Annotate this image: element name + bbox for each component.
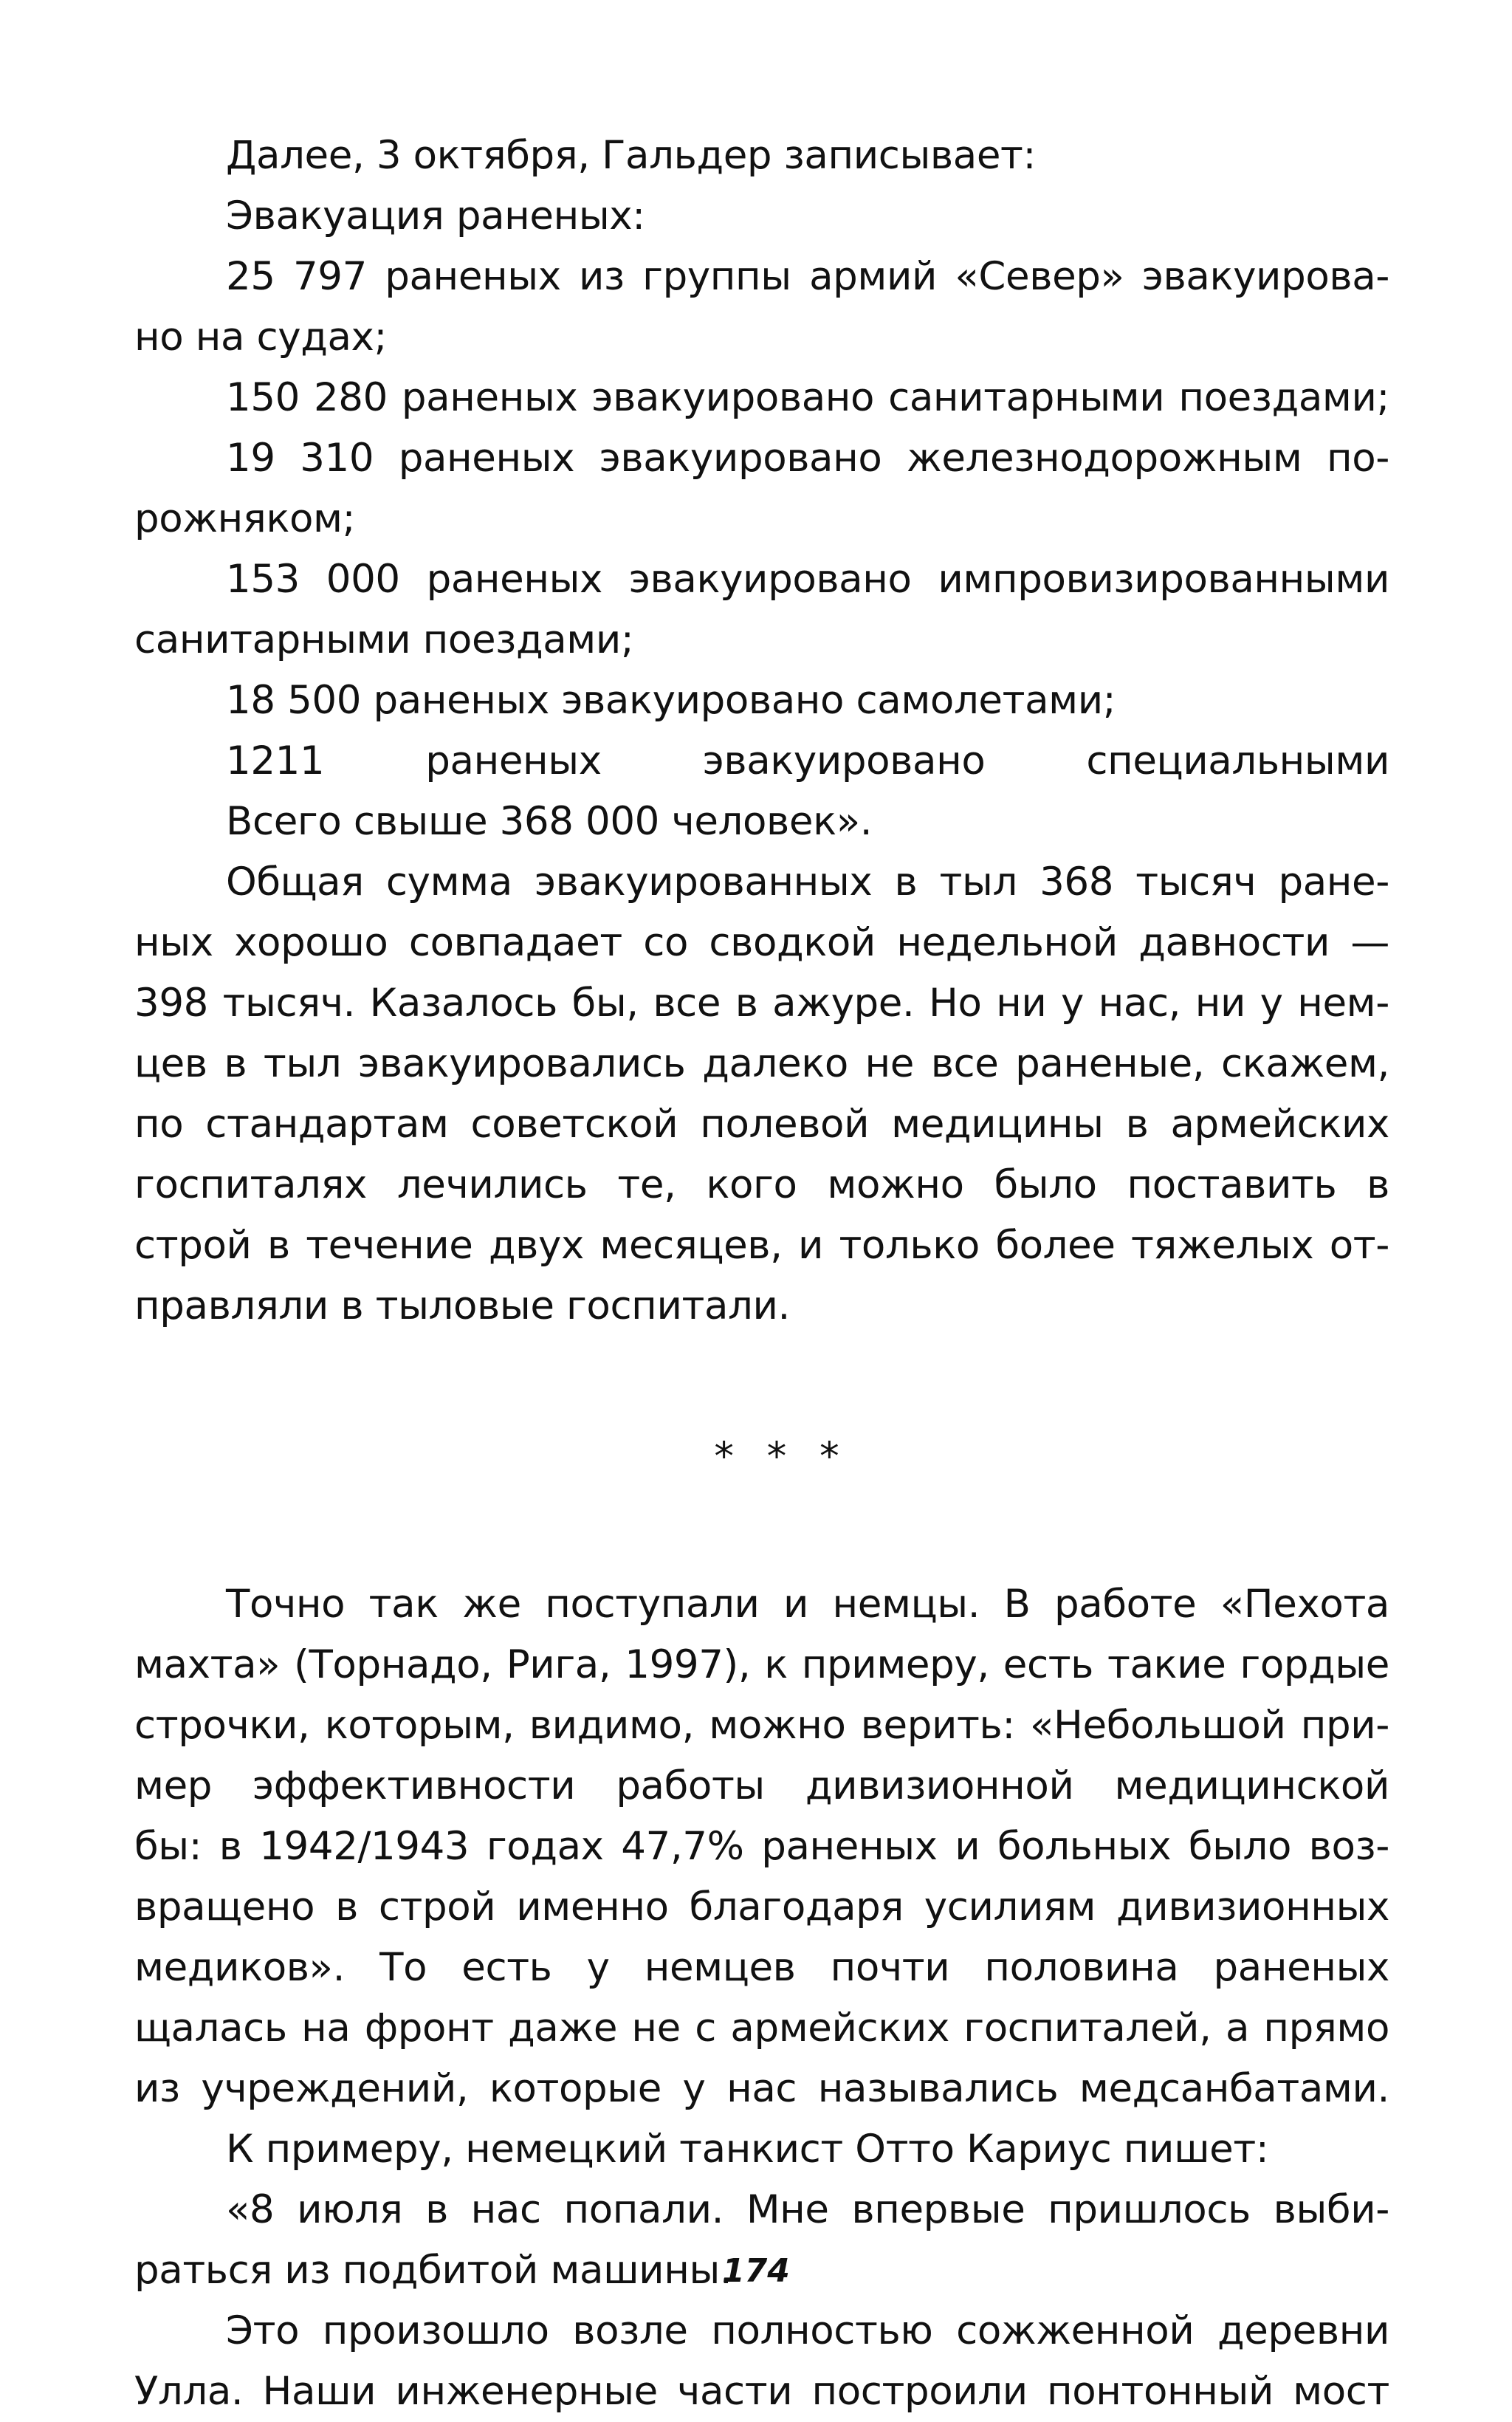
spacer: [134, 1487, 1389, 1574]
text-line: Улла. Наши инженерные части построили понтонный мост: [134, 2369, 1389, 2414]
text-line: Это произошло возле полностью сожженной деревни: [226, 2308, 1389, 2353]
text-line: медиков». То есть у немцев почти половина раненых: [134, 1945, 1389, 1990]
text-line: из учреждений, которые у нас назывались медсанбатами.: [134, 2066, 1389, 2111]
text-line: Далее, 3 октября, Гальдер записывает:: [226, 133, 1036, 178]
text-line: махта» (Торнадо, Рига, 1997), к примеру, есть такие гордые: [134, 1642, 1389, 1687]
text-line: рожняком;: [134, 496, 356, 541]
text-line: 153 000 раненых эвакуировано импровизированными: [226, 557, 1389, 602]
text-line: мер эффективности работы дивизионной медицинской: [134, 1763, 1389, 1808]
section-separator: * * *: [714, 1434, 839, 1479]
text-line: ных хорошо совпадает со сводкой недельной давности —: [134, 920, 1389, 965]
text-line: «8 июля в нас попали. Мне впервые пришлось выби-: [226, 2187, 1389, 2232]
text-line: цев в тыл эвакуировались далеко не все раненые, скажем,: [134, 1041, 1389, 1086]
text-line: правляли в тыловые госпитали.: [134, 1283, 791, 1328]
text-line: раться из подбитой машины.: [134, 2248, 732, 2293]
text-line: 1211 раненых эвакуировано специальными: [226, 738, 1389, 783]
text-line: строчки, которым, видимо, можно верить: «Небольшой при-: [134, 1703, 1389, 1748]
text-block-after-separator: [134, 1574, 1389, 2422]
text-line: 398 тысяч. Казалось бы, все в ажуре. Но ни у нас, ни у нем-: [134, 981, 1389, 1026]
text-line: щалась на фронт даже не с армейских госпиталей, а прямо: [134, 2006, 1389, 2051]
text-line: строй в течение двух месяцев, и только более тяжелых от-: [134, 1223, 1389, 1268]
text-line: по стандартам советской полевой медицины в армейских: [134, 1102, 1389, 1147]
text-line: вращено в строй именно благодаря усилиям дивизионных: [134, 1884, 1389, 1929]
text-line: 18 500 раненых эвакуировано самолетами;: [226, 678, 1116, 723]
text-line: 19 310 раненых эвакуировано железнодорожным по-: [226, 436, 1389, 481]
text-line: 25 797 раненых из группы армий «Север» эвакуирова-: [226, 254, 1389, 299]
text-line: Всего свыше 368 000 человек».: [226, 799, 873, 844]
text-line: К примеру, немецкий танкист Отто Кариус пишет:: [226, 2127, 1269, 2172]
page-body: [134, 126, 1389, 2422]
text-line: санитарными поездами;: [134, 617, 634, 662]
text-line: но на судах;: [134, 315, 387, 360]
text-line: бы: в 1942/1943 годах 47,7% раненых и больных было воз-: [134, 1824, 1389, 1869]
text-line: Эвакуация раненых:: [226, 193, 645, 239]
text-line: госпиталях лечились те, кого можно было поставить в: [134, 1162, 1389, 1207]
text-block-before-separator: [134, 126, 1389, 1337]
spacer: [134, 1337, 1389, 1427]
text-line: Точно так же поступали и немцы. В работе «Пехота: [226, 1582, 1389, 1627]
page-number: 174: [722, 2252, 790, 2290]
text-line: 150 280 раненых эвакуировано санитарными поездами;: [226, 375, 1389, 420]
text-line: Общая сумма эвакуированных в тыл 368 тысяч ране-: [226, 860, 1389, 905]
